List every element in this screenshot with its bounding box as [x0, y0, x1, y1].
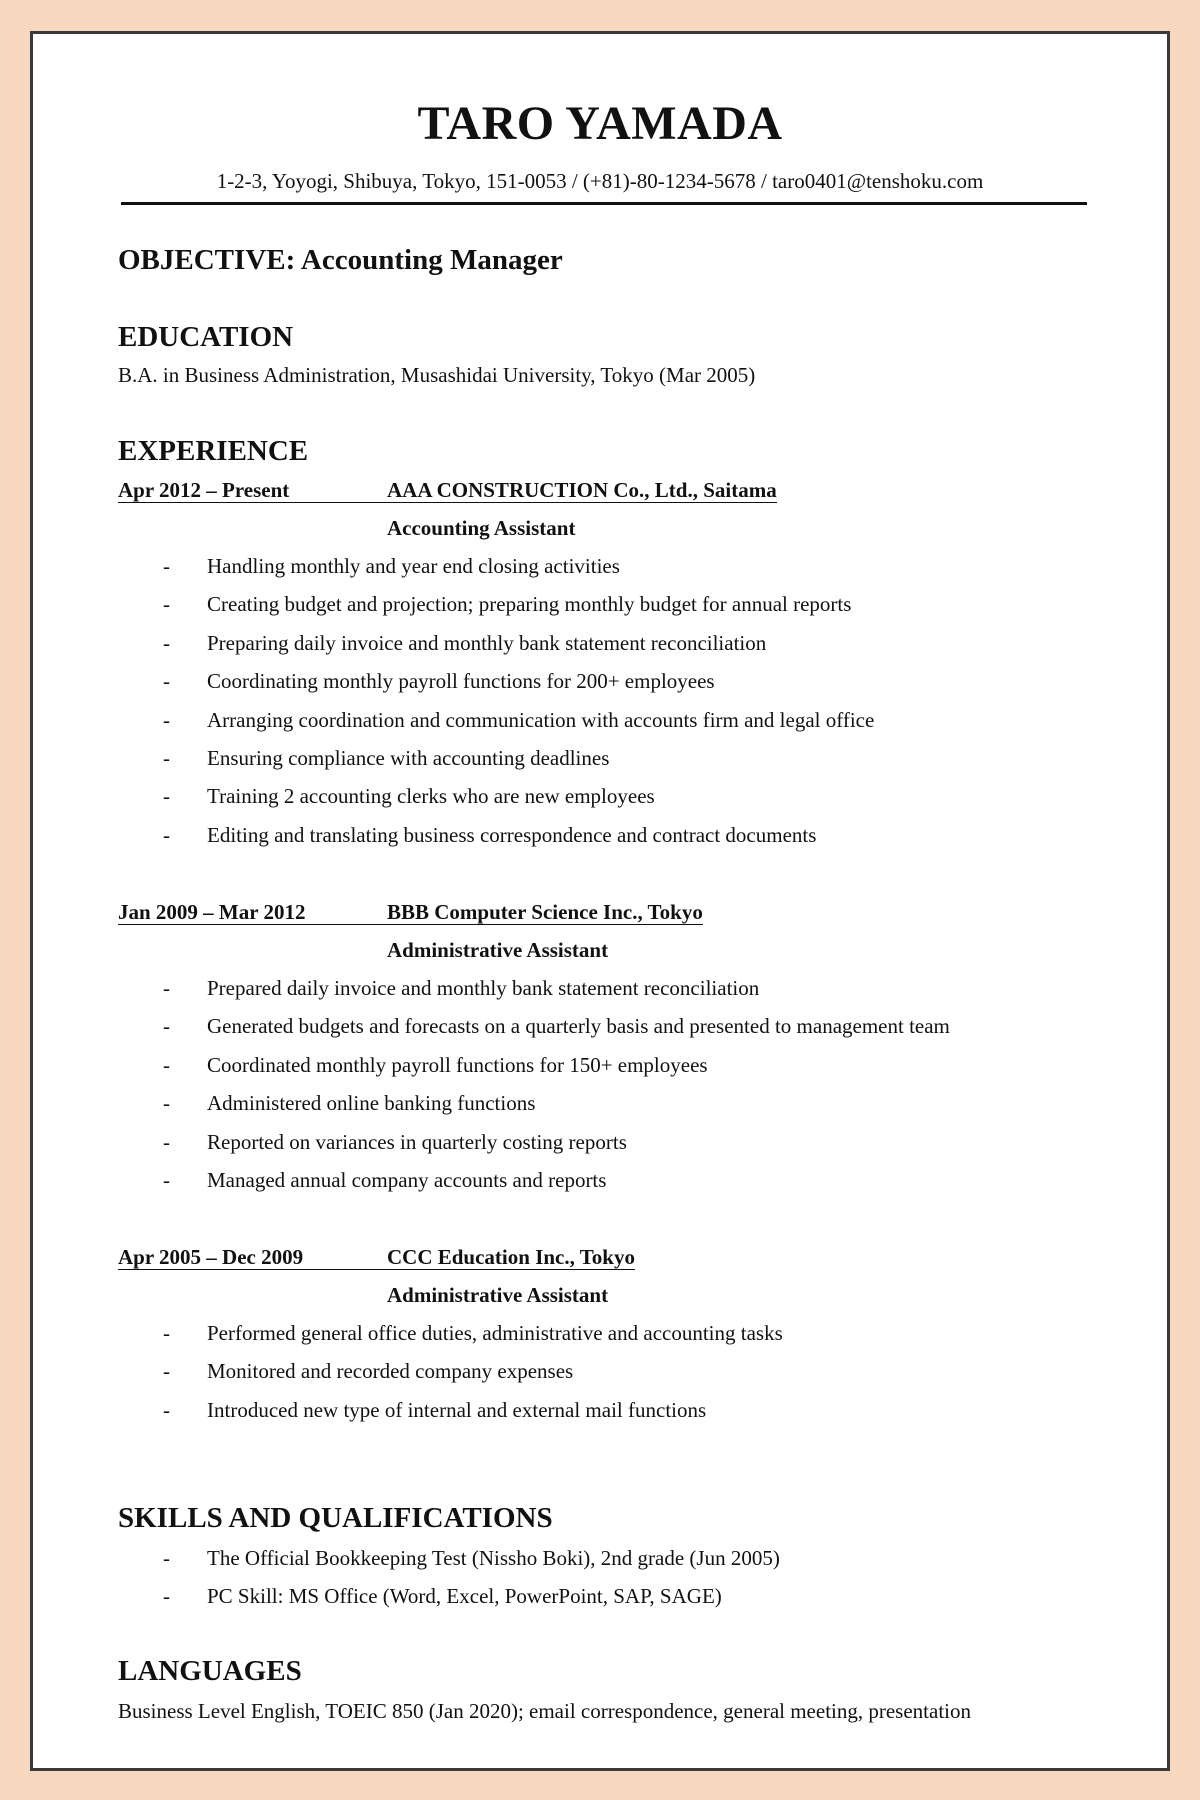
job-company: BBB Computer Science Inc., Tokyo: [387, 900, 703, 924]
list-item-text: Ensuring compliance with accounting deadlines: [207, 745, 610, 770]
list-item-text: Creating budget and projection; preparing monthly budget for annual reports: [207, 592, 852, 617]
bullet-dash: -: [163, 1052, 170, 1077]
bullet-dash: -: [163, 1397, 170, 1422]
bullet-dash: -: [163, 976, 170, 1000]
list-item-text: PC Skill: MS Office (Word, Excel, PowerPoint, SAP, SAGE): [207, 1584, 722, 1609]
list-item-text: Arranging coordination and communication with accounts firm and legal office: [207, 707, 875, 732]
bullet-dash: -: [163, 707, 170, 732]
bullet-dash: -: [163, 1167, 170, 1192]
bullet-dash: -: [163, 592, 170, 617]
education-text: B.A. in Business Administration, Musashidai University, Tokyo (Mar 2005): [118, 363, 756, 387]
list-item-text: Generated budgets and forecasts on a quarterly basis and presented to management team: [207, 1014, 950, 1039]
header-divider: [121, 202, 1087, 205]
experience-heading: EXPERIENCE: [118, 435, 309, 467]
list-item-text: Handling monthly and year end closing activities: [207, 554, 620, 578]
job-company: CCC Education Inc., Tokyo: [387, 1245, 635, 1269]
bullet-dash: -: [163, 1546, 170, 1570]
education-heading: EDUCATION: [118, 321, 294, 353]
job-header: [118, 480, 818, 504]
bullet-dash: -: [163, 554, 170, 578]
list-item-text: Performed general office duties, administrative and accounting tasks: [207, 1321, 783, 1345]
list-item-text: Monitored and recorded company expenses: [207, 1359, 574, 1384]
list-item-text: Managed annual company accounts and reports: [207, 1167, 607, 1192]
list-item-text: Training 2 accounting clerks who are new employees: [207, 784, 655, 809]
bullet-dash: -: [163, 784, 170, 809]
bullet-dash: -: [163, 822, 170, 847]
job-role: Accounting Assistant: [387, 516, 576, 540]
job-header: [118, 1247, 818, 1271]
candidate-name: TARO YAMADA: [417, 97, 783, 150]
bullet-dash: -: [163, 1091, 170, 1116]
bullet-dash: -: [163, 1014, 170, 1039]
job-company: AAA CONSTRUCTION Co., Ltd., Saitama: [387, 478, 777, 502]
list-item-text: Administered online banking functions: [207, 1091, 536, 1116]
list-item-text: The Official Bookkeeping Test (Nissho Boki), 2nd grade (Jun 2005): [207, 1546, 780, 1570]
list-item-text: Coordinating monthly payroll functions for 200+ employees: [207, 669, 715, 694]
bullet-dash: -: [163, 669, 170, 694]
languages-heading: LANGUAGES: [118, 1655, 302, 1687]
job-role: Administrative Assistant: [387, 938, 609, 962]
resume-page: [30, 31, 1170, 1771]
job-role: Administrative Assistant: [387, 1283, 609, 1307]
list-item-text: Prepared daily invoice and monthly bank statement reconciliation: [207, 976, 760, 1000]
skills-heading: SKILLS AND QUALIFICATIONS: [118, 1502, 553, 1534]
job-header: [118, 902, 818, 926]
job-dates: Apr 2012 – Present: [118, 480, 388, 503]
bullet-dash: -: [163, 1321, 170, 1345]
job-dates: Apr 2005 – Dec 2009: [118, 1247, 388, 1270]
contact-info: 1-2-3, Yoyogi, Shibuya, Tokyo, 151-0053 / (+81)-80-1234-5678 / taro0401@tenshoku.com: [216, 169, 984, 193]
bullet-dash: -: [163, 1584, 170, 1609]
bullet-dash: -: [163, 1129, 170, 1154]
job-dates: Jan 2009 – Mar 2012: [118, 902, 388, 925]
list-item-text: Preparing daily invoice and monthly bank statement reconciliation: [207, 630, 767, 655]
bullet-dash: -: [163, 630, 170, 655]
list-item-text: Introduced new type of internal and external mail functions: [207, 1397, 707, 1422]
list-item-text: Coordinated monthly payroll functions for 150+ employees: [207, 1052, 708, 1077]
bullet-dash: -: [163, 745, 170, 770]
list-item-text: Reported on variances in quarterly costing reports: [207, 1129, 627, 1154]
list-item-text: Editing and translating business correspondence and contract documents: [207, 822, 817, 847]
objective-heading: OBJECTIVE: Accounting Manager: [118, 244, 563, 276]
bullet-dash: -: [163, 1359, 170, 1384]
languages-text: Business Level English, TOEIC 850 (Jan 2020); email correspondence, general meeting, presentation: [118, 1699, 972, 1723]
